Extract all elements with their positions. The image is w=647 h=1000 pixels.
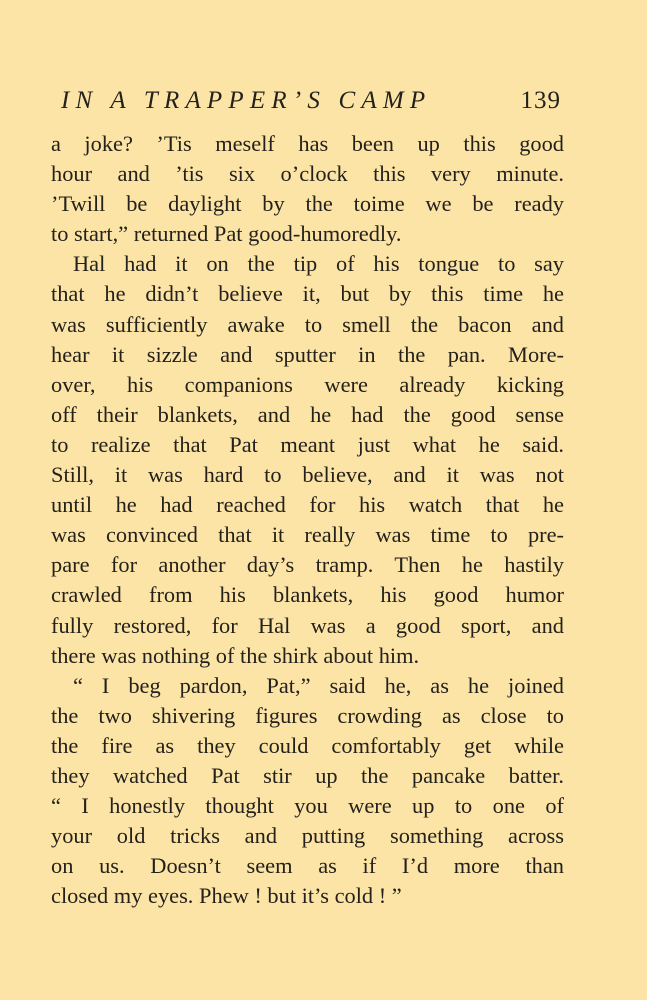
text-line: off their blankets, and he had the good sense	[51, 401, 564, 427]
text-line: over, his companions were already kicking	[51, 371, 564, 397]
body-text	[51, 129, 564, 911]
text-line: hear it sizzle and sputter in the pan. More-	[51, 341, 564, 367]
text-line: a joke? ’Tis meself has been up this good	[51, 131, 564, 156]
text-line: “ I honestly thought you were up to one of	[51, 793, 564, 819]
text-line: Hal had it on the tip of his tongue to say	[73, 251, 564, 277]
text-line: crawled from his blankets, his good humor	[51, 582, 564, 608]
text-line: your old tricks and putting something across	[51, 823, 564, 849]
text-line: there was nothing of the shirk about him.	[51, 642, 420, 668]
text-line: to start,” returned Pat good-humoredly.	[51, 221, 402, 247]
text-line: the fire as they could comfortably get while	[51, 732, 564, 758]
text-line: until he had reached for his watch that he	[51, 492, 564, 518]
text-line: closed my eyes. Phew ! but it’s cold ! ”	[51, 883, 402, 909]
text-line: fully restored, for Hal was a good sport, and	[51, 612, 564, 638]
running-head	[61, 84, 561, 120]
text-line: the two shivering figures crowding as close to	[51, 702, 564, 728]
text-line: to realize that Pat meant just what he said.	[51, 431, 564, 457]
text-line: they watched Pat stir up the pancake batter.	[51, 762, 564, 788]
text-line: on us. Doesn’t seem as if I’d more than	[51, 853, 564, 879]
text-line: was sufficiently awake to smell the bacon and	[51, 311, 564, 337]
text-line: was convinced that it really was time to pre-	[51, 522, 564, 548]
text-line: hour and ’tis six o’clock this very minute.	[51, 161, 564, 187]
page-number: 139	[520, 87, 561, 114]
text-line: pare for another day’s tramp. Then he hastily	[51, 552, 564, 578]
text-line: “ I beg pardon, Pat,” said he, as he joined	[73, 672, 564, 698]
text-line: ’Twill be daylight by the toime we be ready	[51, 191, 564, 217]
running-title: IN A TRAPPER’S CAMP	[61, 87, 432, 114]
text-line: that he didn’t believe it, but by this time he	[51, 281, 564, 307]
text-line: Still, it was hard to believe, and it was not	[51, 462, 564, 488]
